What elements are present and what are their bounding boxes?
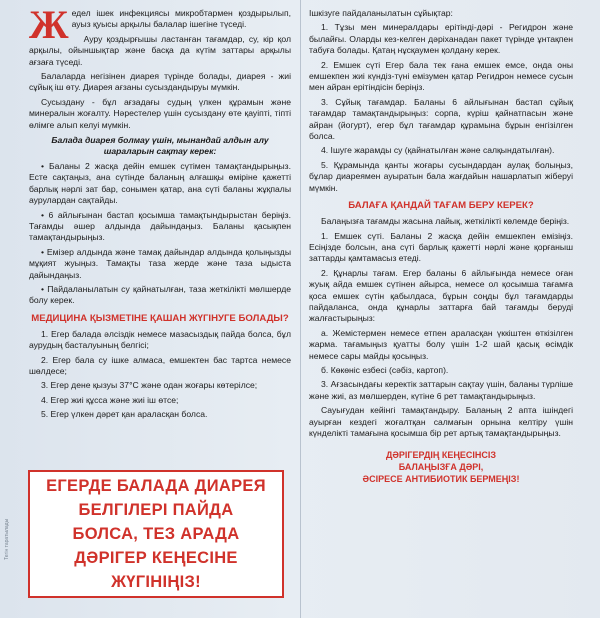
warning-line: ДӘРІГЕРДІҢ КЕҢЕСІНСІЗ (385, 450, 497, 461)
medical-help-heading: МЕДИЦИНА ҚЫЗМЕТІНЕ ҚАШАН ЖҮГІНУГЕ БОЛАДЫ? (31, 312, 289, 324)
warning-line: БАЛАҢЫЗҒА ДӘРІ, (398, 462, 484, 473)
medical-help-item: 3. Егер дене қызуы 37°С және одан жоғары көтерілсе; (41, 380, 258, 391)
feeding-subitem: б. Көкөніс езбесі (сәбіз, картоп). (321, 364, 449, 375)
medical-help-item: 5. Егер үлкен дәрет қан араласқан болса. (41, 409, 208, 420)
feeding-item: 2. Құнарлы тағам. Егер баланы 6 айлығында немесе оған жуық айда емшек сүтінен айырса, немесе ол қосымша тағамға қоса емшек сүтін қабылдаса, бұрын соңды бұл тағамдарды пайдаланса, онда құнарлы заттарға бай тағамды беруді жалғастырыңыз: (309, 267, 573, 324)
callout-line: БОЛСА, ТЕЗ АРАДА (72, 525, 240, 543)
prevention-heading: Балада диарея болмау үшін, мынандай алдын алу шараларын сақтау керек: (51, 135, 269, 157)
paragraph-dehydration: Сусыздану - бұл ағзадағы судың үлкен құрамын және минералын жоғалту. Нәрестелер үшін сусыздану өте қауіпті, тіпті өлімге алып келуі мүмкін. (29, 96, 291, 130)
fluids-item: 1. Тұзы мен минералдары ерітінді-дәрі - Регидрон және былайғы. Оларды кез-келген дәріханадан пакет түрінде ұнтақпен табуға болады. Қатаң нұсқаумен қолдану керек. (309, 22, 573, 56)
warning-callout-box (28, 470, 284, 598)
medical-help-item: 4. Егер жиі құсса және жиі іш өтсе; (41, 394, 179, 405)
prevention-bullet: • Баланы 2 жасқа дейін емшек сүтімен тамақтандырыңыз. Есте сақтаңыз, ана сүтінде баланың алғашқы өміріне қажетті барлық нәрлі зат бар, сонымен қатар, ана сүті баланы жұқпалы аурулардан сақтайды. (29, 160, 291, 206)
callout-line: ЕГЕРДЕ БАЛАДА ДИАРЕЯ (46, 477, 266, 495)
recovery-feeding: Сауығудан кейінгі тамақтандыру. Баланың 2 апта ішіндегі ауырған кездегі жоғалтқан салмағын орнына келтіру үшін күнделікті тамағына қосымша бір рет артық тамақтандырыңыз. (309, 405, 573, 438)
prevention-bullet: • 6 айлығынан бастап қосымша тамақтындырыстан беріңіз. Тағамды әшер алдында дайындаңыз. Баланы қасықпен тамақтандырыңыз. (29, 209, 291, 243)
fluids-item: 2. Емшек сүті Егер бала тек ғана емшек емсе, онда оны емшекпен жиі күндіз-түні емізумен қатар Регидрон немесе сусын мен айран ерітіндісін беріңіз. (309, 59, 573, 93)
warning-line: ӘСІРЕСЕ АНТИБИОТИК БЕРМЕҢІЗ! (362, 474, 520, 485)
callout-line: ЖҮГІНІҢІЗ! (111, 573, 201, 591)
feeding-intro: Балаңызға тағамды жасына лайық, жеткілікті көлемде беріңіз. (321, 216, 570, 227)
feeding-subitem: а. Жемістермен немесе етпен араласқан үккіштен өткізілген жарма. тағамыңыз қуатты болу үшін 1-2 шай қасық өсімдік немесе сары майды қосыңыз. (309, 327, 573, 361)
callout-line: ДӘРІГЕР КЕҢЕСІНЕ (74, 549, 238, 567)
page-fold-divider (300, 0, 301, 618)
prevention-bullet: • Пайдаланылатын су қайнатылған, таза жеткілікті мөлшерде болу керек. (29, 283, 291, 306)
feeding-item: 3. Ағзасындағы керектік заттарын сақтау үшін, баланы түрліше және жиі, аз мөлшерден, күтіне 6 рет тамақтандырыңыз. (309, 379, 573, 401)
side-label: Тегін таратылады (4, 518, 10, 560)
fluids-item: 3. Сұйық тағамдар. Баланы 6 айлығынан бастап сұйық тағамдар тамақтандырыңыз: сорпа, күріш қайнатпасын және айран (йогурт), егер бұл тағамдар құрамына бұрын енгізілген болса. (309, 96, 573, 142)
callout-line: БЕЛГІЛЕРІ ПАЙДА (78, 501, 234, 519)
medical-help-item: 1. Егер балада әлсіздік немесе мазасыздық пайда болса, бұл аурудың басталуының белгісі; (29, 328, 291, 351)
feeding-item: 1. Емшек сүті. Баланы 2 жасқа дейін емшекпен емізіңіз. Есіңізде болсын, ана сүті барлық қажетті нәрлі және қорғаныш заттарды қамтамасыз етеді. (309, 230, 573, 264)
drop-cap: Ж (29, 2, 69, 47)
fluids-item: 4. Ішуге жарамды су (қайнатылған және салқындатылған). (321, 145, 555, 156)
medical-help-item: 2. Егер бала су ішке алмаса, емшектен бас тартса немесе шөлдесе; (29, 354, 291, 376)
right-column (309, 8, 573, 488)
antibiotic-warning (309, 449, 573, 485)
intro-text: едел ішек инфекциясы микробтармен қоздырылып, ауыз қуысы арқылы балалар ішегіне түседі. (71, 8, 291, 30)
fluids-intro: Ішкізуге пайдаланылатын сұйықтар: (309, 8, 453, 18)
left-column (29, 2, 291, 424)
paragraph-diarrhea: Балаларда негізінен диарея түрінде болады, диарея - жиі сұйық іш өту. Диарея ағзаны сусыздандыруы мүмкін. (29, 71, 291, 93)
prevention-bullet: • Емізер алдында және тамақ дайындар алдында қолыңызды мұқият жуыңыз. Тамақты таза жерде және таза ыдыста дайындаңыз. (29, 246, 291, 280)
paragraph-infection-source: Ауру қоздырғышы ластанған тағамдар, су, кір қол арқылы, ойыншықтар және басқа да күтім заттары арқылы ағзаға түседі. (29, 33, 291, 67)
fluids-item: 5. Құрамында қанты жоғары сусындардан аулақ болыңыз, бұлар диареямен ауыратын бала жағдайын нашарлатып жіберуі мүмкін. (309, 159, 573, 193)
feeding-heading: БАЛАҒА ҚАНДАЙ ТАҒАМ БЕРУ КЕРЕК? (348, 200, 534, 212)
intro-paragraph (29, 2, 291, 47)
